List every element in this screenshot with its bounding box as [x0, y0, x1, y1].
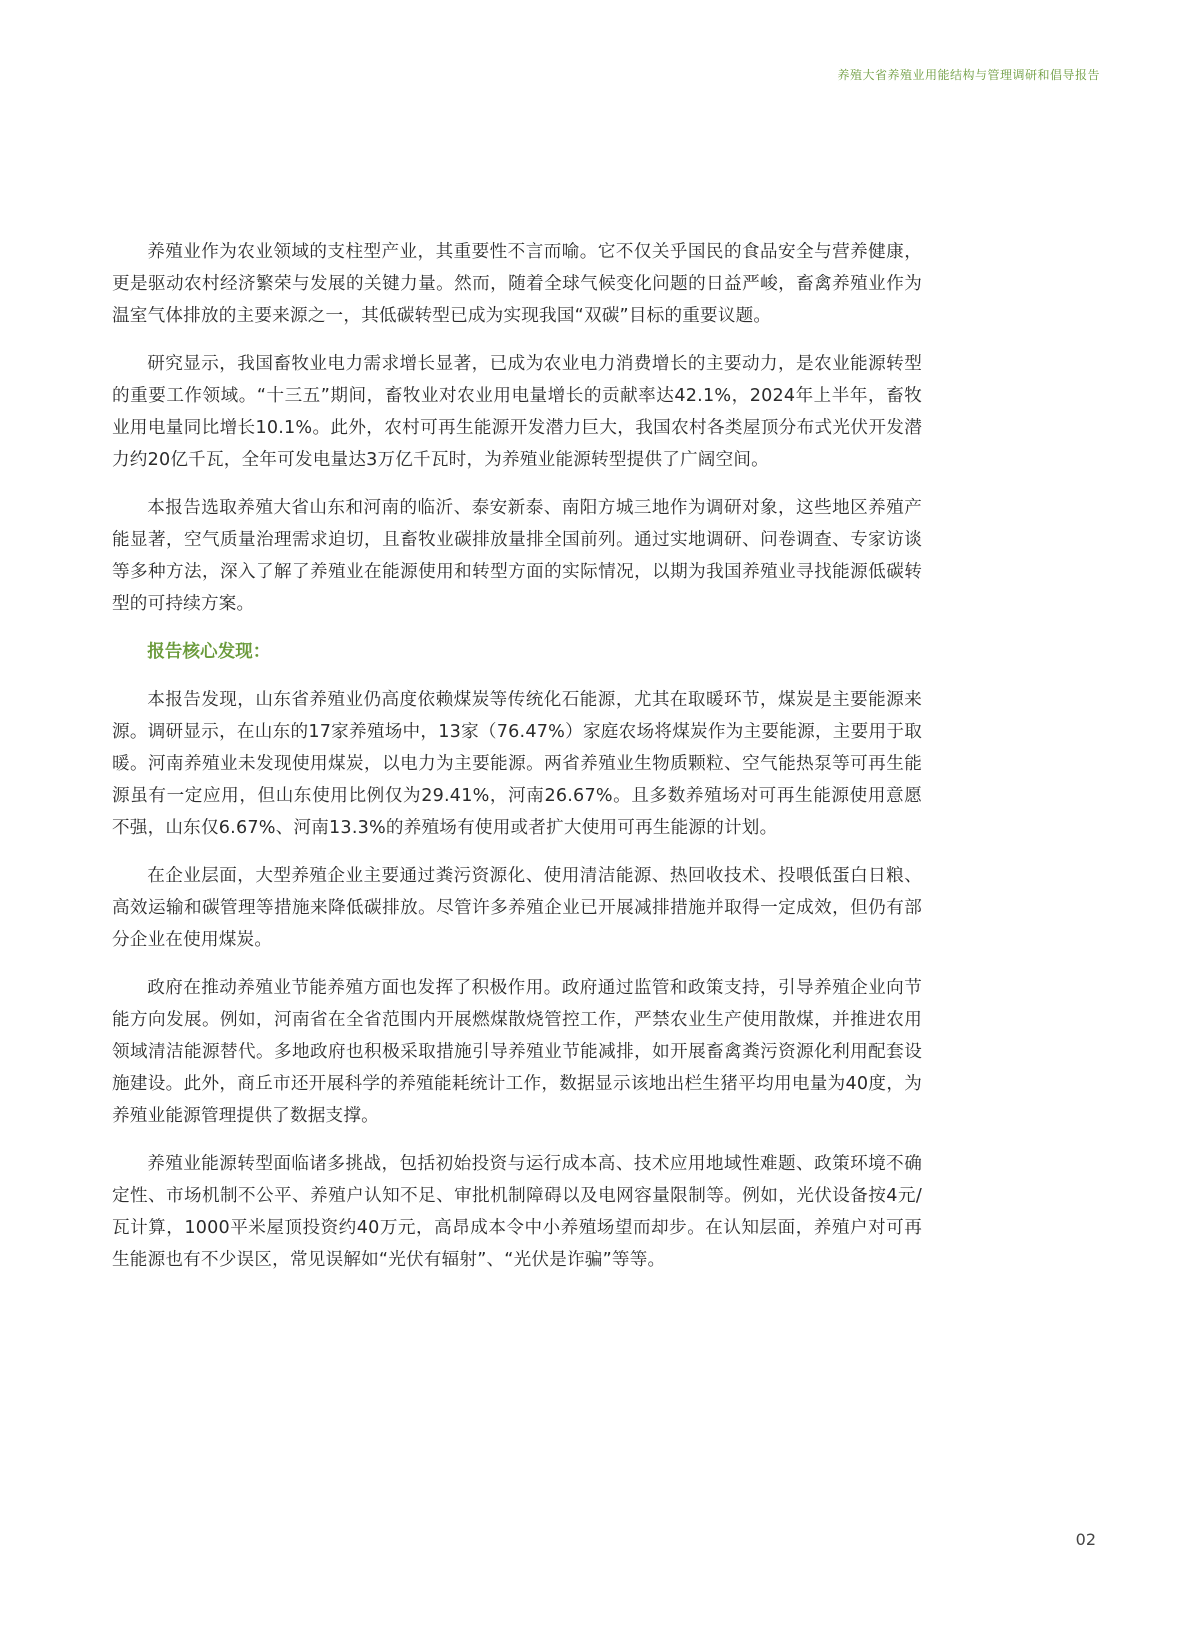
intro-paragraph-3: 本报告选取养殖大省山东和河南的临沂、泰安新泰、南阳方城三地作为调研对象，这些地区养殖产能显著，空气质量治理需求迫切，且畜牧业碳排放量排全国前列。通过实地调研、问卷调查、专家访谈等多种方法，深入了解了养殖业在能源使用和转型方面的实际情况，以期为我国养殖业寻找能源低碳转型的可持续方案。	[112, 498, 922, 614]
running-header-title: 养殖大省养殖业用能结构与管理调研和倡导报告	[837, 68, 1100, 82]
finding-paragraph-1: 本报告发现，山东省养殖业仍高度依赖煤炭等传统化石能源，尤其在取暖环节，煤炭是主要能源来源。调研显示，在山东的17家养殖场中，13家（76.47%）家庭农场将煤炭作为主要能源，主要用于取暖。河南养殖业未发现使用煤炭，以电力为主要能源。两省养殖业生物质颗粒、空气能热泵等可再生能源虽有一定应用，但山东使用比例仅为29.41%，河南26.67%。且多数养殖场对可再生能源使用意愿不强，山东仅6.67%、河南13.3%的养殖场有使用或者扩大使用可再生能源的计划。	[112, 690, 922, 838]
intro-paragraph-2: 研究显示，我国畜牧业电力需求增长显著，已成为农业电力消费增长的主要动力，是农业能源转型的重要工作领域。“十三五”期间，畜牧业对农业用电量增长的贡献率达42.1%，2024年上半年，畜牧业用电量同比增长10.1%。此外，农村可再生能源开发潜力巨大，我国农村各类屋顶分布式光伏开发潜力约20亿千瓦，全年可发电量达3万亿千瓦时，为养殖业能源转型提供了广阔空间。	[112, 354, 922, 470]
report-body	[112, 236, 922, 1292]
finding-paragraph-3: 政府在推动养殖业节能养殖方面也发挥了积极作用。政府通过监管和政策支持，引导养殖企业向节能方向发展。例如，河南省在全省范围内开展燃煤散烧管控工作，严禁农业生产使用散煤，并推进农用领域清洁能源替代。多地政府也积极采取措施引导养殖业节能减排，如开展畜禽粪污资源化利用配套设施建设。此外，商丘市还开展科学的养殖能耗统计工作，数据显示该地出栏生猪平均用电量为40度，为养殖业能源管理提供了数据支撑。	[112, 978, 922, 1126]
page-number: 02	[1075, 1530, 1096, 1549]
finding-paragraph-4: 养殖业能源转型面临诸多挑战，包括初始投资与运行成本高、技术应用地域性难题、政策环境不确定性、市场机制不公平、养殖户认知不足、审批机制障碍以及电网容量限制等。例如，光伏设备按4元/瓦计算，1000平米屋顶投资约40万元，高昂成本令中小养殖场望而却步。在认知层面，养殖户对可再生能源也有不少误区，常见误解如“光伏有辐射”、“光伏是诈骗”等等。	[112, 1154, 922, 1270]
finding-paragraph-2: 在企业层面，大型养殖企业主要通过粪污资源化、使用清洁能源、热回收技术、投喂低蛋白日粮、高效运输和碳管理等措施来降低碳排放。尽管许多养殖企业已开展减排措施并取得一定成效，但仍有部分企业在使用煤炭。	[112, 866, 922, 950]
findings-heading: 报告核心发现：	[147, 642, 271, 662]
intro-paragraph-1: 养殖业作为农业领域的支柱型产业，其重要性不言而喻。它不仅关乎国民的食品安全与营养健康，更是驱动农村经济繁荣与发展的关键力量。然而，随着全球气候变化问题的日益严峻，畜禽养殖业作为温室气体排放的主要来源之一，其低碳转型已成为实现我国“双碳”目标的重要议题。	[112, 242, 922, 326]
